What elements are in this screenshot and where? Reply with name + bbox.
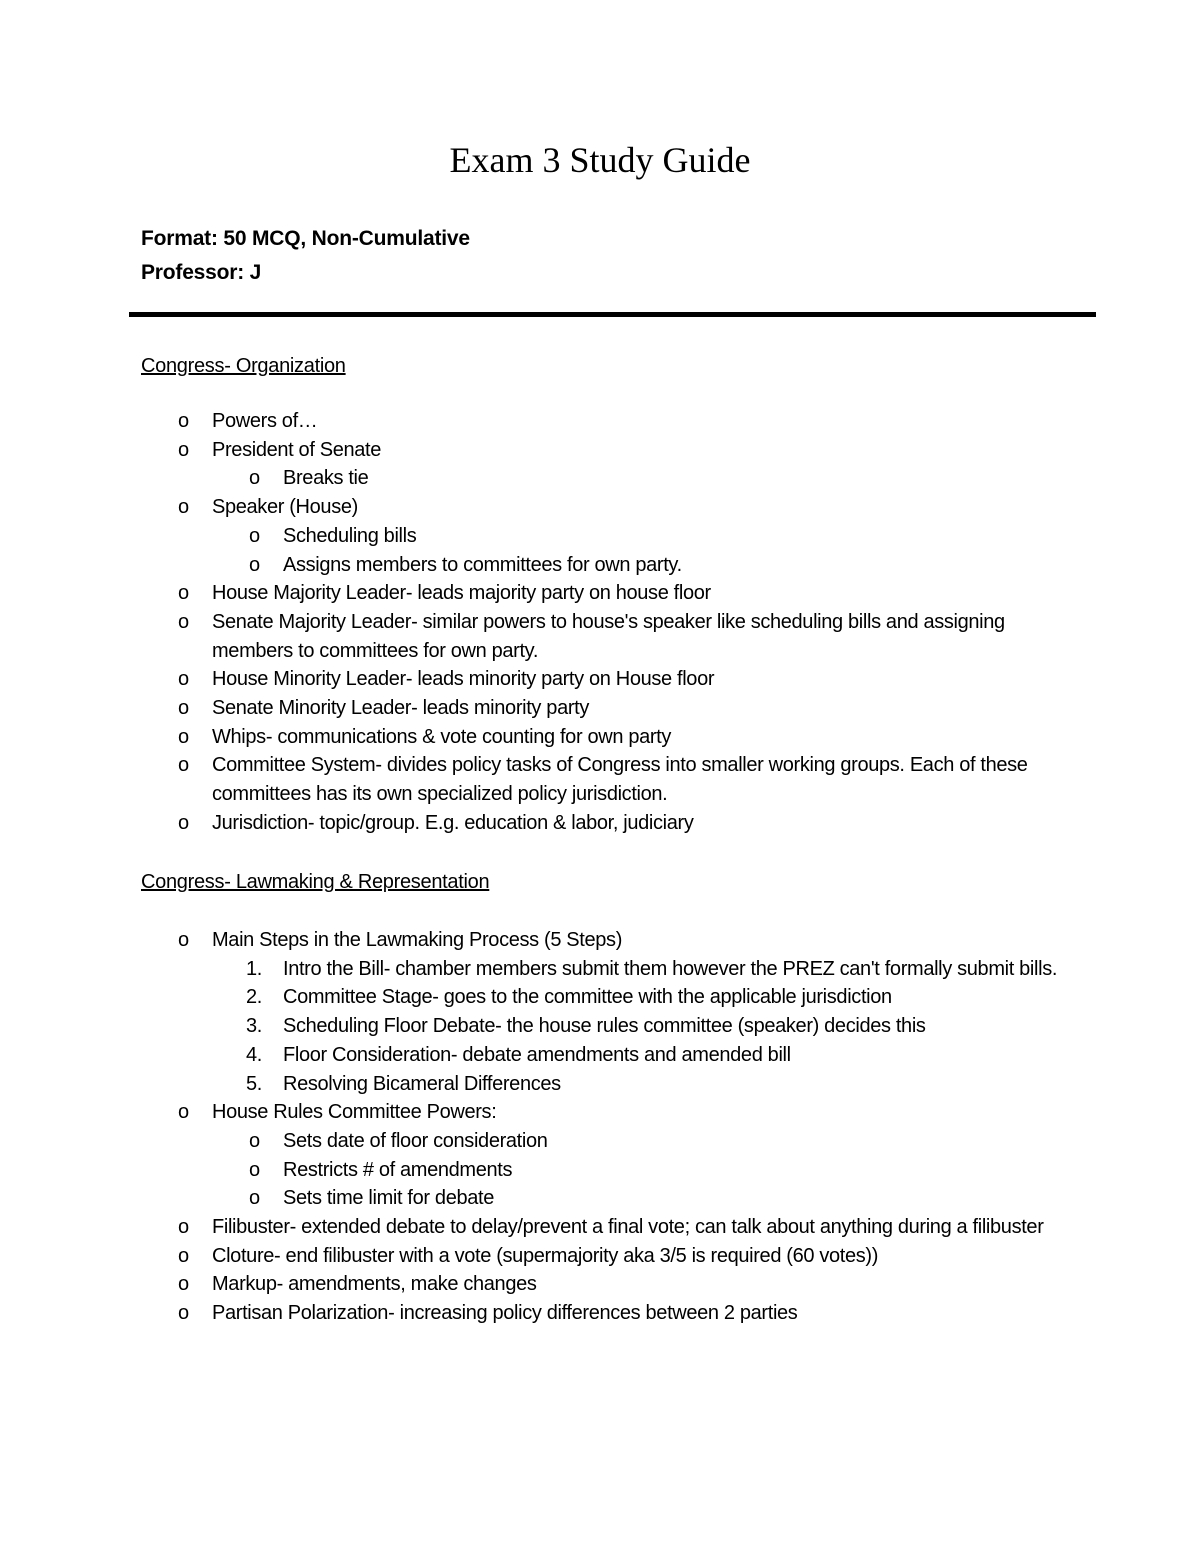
list-item-text: Speaker (House)	[212, 496, 358, 519]
list-item	[0, 464, 1200, 493]
bullet-circle-icon: o	[178, 811, 189, 834]
step-number: 5.	[246, 1072, 262, 1095]
bullet-circle-icon: o	[178, 610, 189, 633]
list-item	[0, 1041, 1200, 1070]
bullet-circle-icon: o	[249, 553, 260, 576]
list-item	[0, 983, 1200, 1012]
bullet-circle-icon: o	[178, 725, 189, 748]
format-line: Format: 50 MCQ, Non-Cumulative	[141, 227, 470, 250]
list-item-text: Senate Minority Leader- leads minority party	[212, 697, 590, 720]
list-item-text: Filibuster- extended debate to delay/prevent a final vote; can talk about anything during a filibuster	[212, 1216, 1044, 1239]
list-item-text: Assigns members to committees for own party.	[283, 553, 682, 576]
list-item-text: Resolving Bicameral Differences	[283, 1072, 561, 1095]
list-item-text: Sets time limit for debate	[283, 1187, 494, 1210]
bullet-circle-icon: o	[178, 697, 189, 720]
bullet-circle-icon: o	[178, 1101, 189, 1124]
bullet-circle-icon: o	[249, 1158, 260, 1181]
list-item	[0, 579, 1200, 608]
bullet-circle-icon: o	[178, 438, 189, 461]
list-item	[0, 1242, 1200, 1271]
list-item	[0, 1184, 1200, 1213]
list-item-text: Breaks tie	[283, 467, 369, 490]
bullet-circle-icon: o	[178, 1216, 189, 1239]
list-item-text: Main Steps in the Lawmaking Process (5 Steps)	[212, 929, 623, 951]
bullet-circle-icon: o	[178, 496, 189, 519]
professor-line: Professor: J	[141, 261, 262, 284]
list-item-text: Senate Majority Leader- similar powers to house's speaker like scheduling bills and assigning members to committees for own party.	[212, 610, 1005, 662]
list-item-text: Sets date of floor consideration	[283, 1129, 548, 1152]
list-item-text: Scheduling bills	[283, 524, 417, 547]
list-item-text: Floor Consideration- debate amendments and amended bill	[283, 1043, 791, 1066]
organization-list	[0, 407, 1200, 838]
list-item	[0, 809, 1200, 838]
bullet-circle-icon: o	[249, 467, 260, 490]
lawmaking-list	[0, 926, 1200, 1328]
section-heading-lawmaking: Congress- Lawmaking & Representation	[141, 871, 490, 893]
list-item-text: Intro the Bill- chamber members submit them however the PREZ can't formally submit bills.	[283, 957, 1058, 980]
list-item	[0, 522, 1200, 551]
bullet-circle-icon: o	[249, 1187, 260, 1210]
bullet-circle-icon: o	[249, 524, 260, 547]
list-item-text: Powers of…	[212, 410, 318, 432]
step-number: 1.	[246, 957, 262, 980]
list-item-text: House Majority Leader- leads majority party on house floor	[212, 582, 711, 605]
list-item	[0, 493, 1200, 522]
list-item	[0, 1270, 1200, 1299]
list-item	[0, 1213, 1200, 1242]
bullet-circle-icon: o	[249, 1129, 260, 1152]
document-title: Exam 3 Study Guide	[449, 140, 751, 180]
list-item	[0, 1098, 1200, 1127]
bullet-circle-icon: o	[178, 668, 189, 691]
list-item-text: Jurisdiction- topic/group. E.g. education & labor, judiciary	[212, 811, 694, 834]
list-item	[0, 723, 1200, 752]
list-item-text: Committee Stage- goes to the committee with the applicable jurisdiction	[283, 986, 892, 1009]
list-item-text: Markup- amendments, make changes	[212, 1273, 537, 1296]
list-item	[0, 1070, 1200, 1099]
list-item	[0, 1156, 1200, 1185]
bullet-circle-icon: o	[178, 410, 189, 432]
list-item	[0, 1299, 1200, 1328]
horizontal-rule	[129, 312, 1096, 317]
list-item	[0, 955, 1200, 984]
list-item	[0, 694, 1200, 723]
list-item	[0, 551, 1200, 580]
list-item-text: Whips- communications & vote counting for own party	[212, 725, 672, 748]
step-number: 4.	[246, 1043, 262, 1066]
list-item	[0, 608, 1200, 665]
step-number: 2.	[246, 986, 262, 1009]
bullet-circle-icon: o	[178, 1244, 189, 1267]
list-item	[0, 926, 1200, 955]
list-item-text: President of Senate	[212, 438, 382, 461]
list-item-text: Committee System- divides policy tasks of Congress into smaller working groups. Each of these committees has its own specialized policy jurisdiction.	[212, 754, 1028, 806]
list-item	[0, 407, 1200, 436]
list-item	[0, 751, 1200, 808]
list-item	[0, 1127, 1200, 1156]
list-item-text: Partisan Polarization- increasing policy differences between 2 parties	[212, 1302, 798, 1325]
list-item	[0, 1012, 1200, 1041]
bullet-circle-icon: o	[178, 1302, 189, 1325]
list-item-text: Scheduling Floor Debate- the house rules committee (speaker) decides this	[283, 1015, 926, 1038]
bullet-circle-icon: o	[178, 754, 189, 777]
section-heading-organization: Congress- Organization	[141, 355, 346, 377]
step-number: 3.	[246, 1015, 262, 1038]
list-item-text: Cloture- end filibuster with a vote (supermajority aka 3/5 is required (60 votes))	[212, 1244, 879, 1267]
list-item-text: House Minority Leader- leads minority party on House floor	[212, 668, 715, 691]
bullet-circle-icon: o	[178, 1273, 189, 1296]
list-item-text: House Rules Committee Powers:	[212, 1101, 497, 1124]
bullet-circle-icon: o	[178, 582, 189, 605]
list-item	[0, 436, 1200, 465]
list-item-text: Restricts # of amendments	[283, 1158, 513, 1181]
list-item	[0, 665, 1200, 694]
bullet-circle-icon: o	[178, 929, 189, 951]
